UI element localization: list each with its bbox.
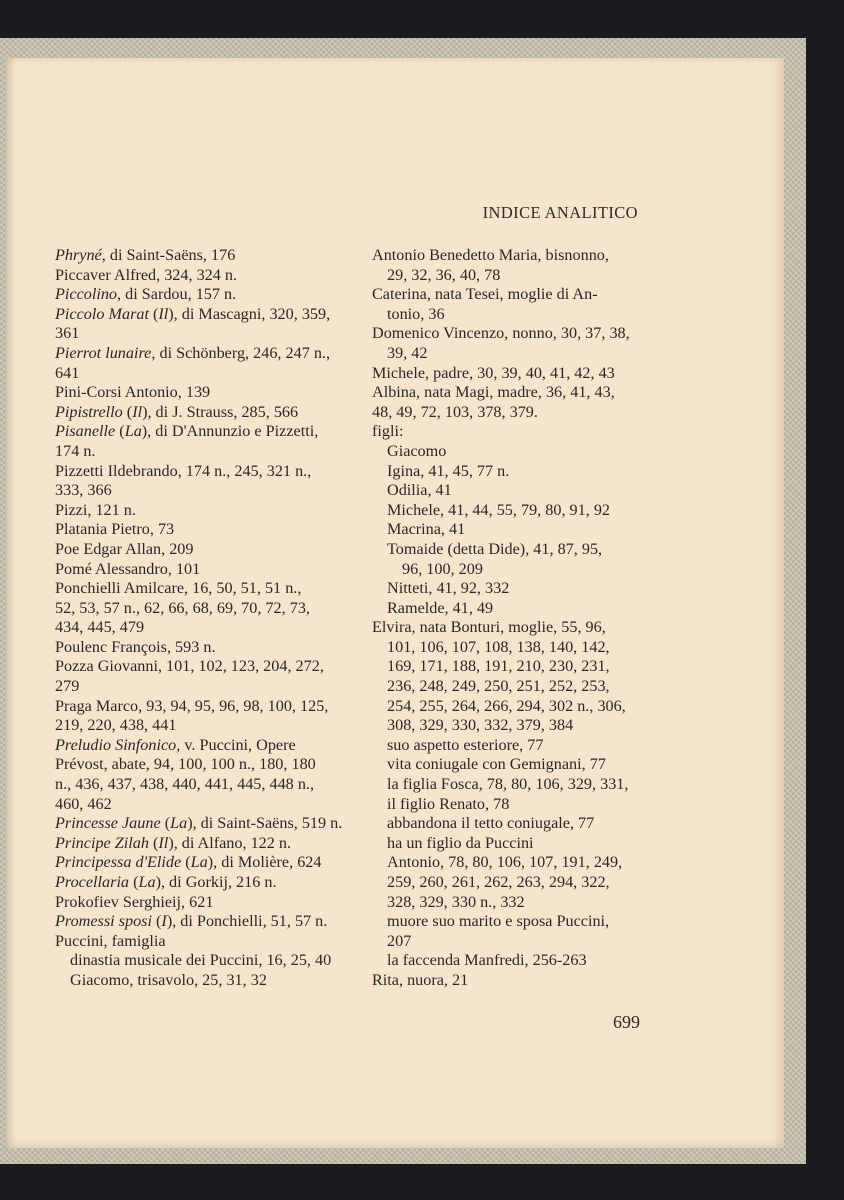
index-entry-title: Principe Zilah [55,833,149,852]
index-entry-title: Pierrot lunaire [55,343,152,362]
index-entry-text: ( [181,853,191,872]
index-entry-text: Prévost, abate, 94, 100, 100 n., 180, 180 [55,755,316,774]
index-entry-title: Il [132,402,143,421]
index-entry-line [55,403,345,423]
index-entry-line [372,834,644,854]
index-entry-text: 236, 248, 249, 250, 251, 252, 253, [387,677,610,696]
index-entry-line [372,618,644,638]
index-entry-text: Odilia, 41 [387,481,452,500]
index-entry-text: 333, 366 [55,481,112,500]
index-entry-line [372,951,644,971]
index-entry-text: Antonio Benedetto Maria, bisnonno, [372,246,609,264]
index-entry-line [372,853,644,873]
index-entry-title: Princesse Jaune [55,814,161,833]
index-entry-line [55,344,345,364]
index-entry-text: ha un figlio da Puccini [387,833,534,852]
index-entry-text: Macrina, 41 [387,520,466,539]
index-entry-line [372,736,644,756]
index-entry-text: 308, 329, 330, 332, 379, 384 [387,716,574,735]
index-entry-line [55,599,345,619]
index-entry-text: ), di Mascagni, 320, 359, [168,304,331,323]
index-entry-text: Michele, 41, 44, 55, 79, 80, 91, 92 [387,500,611,519]
index-entry-line [372,442,644,462]
index-entry-title: La [190,853,208,872]
index-entry-text: Poulenc François, 593 n. [55,637,216,656]
index-entry-text: Giacomo [387,441,447,460]
index-entry-line [55,442,345,462]
index-entry-line [372,657,644,677]
index-entry-text: tonio, 36 [387,304,445,323]
index-entry-title: La [170,814,188,833]
index-entry-text: Ponchielli Amilcare, 16, 50, 51, 51 n., [55,579,302,598]
index-entry-text: Puccini, famiglia [55,931,166,950]
index-entry-title: Promessi sposi [55,912,152,931]
index-entry-title: Principessa d'Elide [55,853,182,872]
index-entry-line [372,462,644,482]
index-entry-line [372,697,644,717]
index-entry-title: Phryné [55,246,102,264]
index-entry-line [55,657,345,677]
index-entry-line [55,422,345,442]
index-entry-text: 52, 53, 57 n., 62, 66, 68, 69, 70, 72, 73, [55,598,310,617]
page-gutter-shadow [6,58,16,1148]
index-entry-text: Pini-Corsi Antonio, 139 [55,383,211,402]
index-entry-line [372,755,644,775]
index-entry-text: la faccenda Manfredi, 256-263 [387,951,587,970]
index-entry-line [372,266,644,286]
index-entry-text: 48, 49, 72, 103, 378, 379. [372,402,538,421]
index-entry-text: Ramelde, 41, 49 [387,598,494,617]
index-entry-title: Pipistrello [55,402,123,421]
index-entry-text: Michele, padre, 30, 39, 40, 41, 42, 43 [372,363,615,382]
index-entry-text: dinastia musicale dei Puccini, 16, 25, 40 [70,951,332,970]
index-entry-line [55,795,345,815]
index-entry-line [55,951,345,971]
index-entry-line [55,462,345,482]
index-entry-text: Pozza Giovanni, 101, 102, 123, 204, 272, [55,657,324,676]
page-number: 699 [613,1012,640,1032]
index-entry-text: ), di Saint-Saëns, 519 n. [187,814,343,833]
index-entry-text: Albina, nata Magi, madre, 36, 41, 43, [372,383,615,402]
index-entry-text: Platania Pietro, 73 [55,520,175,539]
index-entry-line [55,579,345,599]
index-entry-text: 101, 106, 107, 108, 138, 140, 142, [387,637,610,656]
index-entry-title: Il [158,304,169,323]
index-entry-line [372,795,644,815]
index-entry-line [55,520,345,540]
index-entry-line [372,324,644,344]
index-entry-text: n., 436, 437, 438, 440, 441, 445, 448 n., [55,775,314,794]
index-entry-text: ( [151,912,162,931]
index-entry-line [55,266,345,286]
index-entry-line [55,814,345,834]
index-entry-line [55,971,345,991]
index-entry-line [55,246,345,266]
index-entry-text: Poe Edgar Allan, 209 [55,539,194,558]
index-entry-text: , di Schönberg, 246, 247 n., [151,343,331,362]
index-entry-line [55,932,345,952]
index-entry-text: muore suo marito e sposa Puccini, [387,912,610,931]
index-entry-text: 174 n. [55,441,96,460]
index-entry-text: Prokofiev Serghieij, 621 [55,892,214,911]
index-entry-line [372,638,644,658]
index-entry-line [372,599,644,619]
index-entry-text: Tomaide (detta Dide), 41, 87, 95, [387,539,603,558]
index-entry-line [55,834,345,854]
index-entry-line [372,364,644,384]
index-entry-title: La [124,422,142,441]
index-entry-text: ), di Gorkij, 216 n. [155,873,277,891]
index-entry-text: ), di D'Annunzio e Pizzetti, [141,422,319,441]
index-entry-line [55,324,345,344]
index-entry-text: Praga Marco, 93, 94, 95, 96, 98, 100, 125, [55,696,329,715]
index-entry-text: Domenico Vincenzo, nonno, 30, 37, 38, [372,324,630,343]
index-entry-title: Procellaria [55,873,130,891]
index-entry-text: Rita, nuora, 21 [372,970,469,989]
index-entry-line [372,383,644,403]
index-entry-line [372,775,644,795]
index-entry-line [372,873,644,893]
index-entry-text: Antonio, 78, 80, 106, 107, 191, 249, [387,853,623,872]
index-entry-text: ), di Molière, 624 [207,853,322,872]
index-entry-text: suo aspetto esteriore, 77 [387,735,544,754]
index-entry-line [372,246,644,266]
index-entry-title: Piccolino [55,285,118,304]
index-entry-line [55,755,345,775]
index-entry-line [372,481,644,501]
index-entry-text: figli: [372,422,404,441]
running-head: INDICE ANALITICO [482,203,638,222]
index-entry-text: vita coniugale con Gemignani, 77 [387,755,606,774]
index-entry-text: Pomé Alessandro, 101 [55,559,201,578]
index-entry-text: 219, 220, 438, 441 [55,716,177,735]
index-entry-title: Piccolo Marat [55,304,149,323]
index-entry-title: Preludio Sinfonico [55,735,177,754]
index-entry-text: ( [115,422,125,441]
index-entry-line [55,364,345,384]
index-entry-line [372,501,644,521]
index-entry-text: 207 [387,931,412,950]
index-entry-text: 169, 171, 188, 191, 210, 230, 231, [387,657,610,676]
index-entry-line [372,305,644,325]
index-entry-text: la figlia Fosca, 78, 80, 106, 329, 331, [387,775,629,794]
index-entry-line [55,638,345,658]
index-entry-text: ), di Alfano, 122 n. [168,833,292,852]
index-entry-line [55,912,345,932]
index-entry-line [55,501,345,521]
index-entry-text: Igina, 41, 45, 77 n. [387,461,510,480]
index-entry-line [55,893,345,913]
index-entry-text: ), di J. Strauss, 285, 566 [142,402,299,421]
index-entry-text: Pizzetti Ildebrando, 174 n., 245, 321 n., [55,461,312,480]
index-entry-line [372,403,644,423]
index-entry-text: ), di Ponchielli, 51, 57 n. [166,912,328,931]
index-entry-line [372,932,644,952]
index-entry-text: Pizzi, 121 n. [55,500,136,519]
index-entry-line [372,716,644,736]
index-entry-text: , di Sardou, 157 n. [117,285,237,304]
index-entry-text: ( [148,833,159,852]
index-entry-text: 254, 255, 264, 266, 294, 302 n., 306, [387,696,626,715]
index-entry-text: Nitteti, 41, 92, 332 [387,579,510,598]
index-entry-text: abbandona il tetto coniugale, 77 [387,814,595,833]
index-entry-text: , v. Puccini, Opere [176,735,296,754]
index-entry-line [55,677,345,697]
index-entry-line [372,971,644,991]
index-entry-line [55,540,345,560]
index-entry-text: 328, 329, 330 n., 332 [387,892,525,911]
index-entry-line [55,481,345,501]
index-entry-text: 361 [55,324,80,343]
index-column-right [372,246,644,991]
index-entry-title: Il [158,833,169,852]
index-entry-text: Elvira, nata Bonturi, moglie, 55, 96, [372,618,606,637]
index-entry-line [55,560,345,580]
index-entry-line [372,540,644,560]
index-entry-line [372,814,644,834]
index-entry-text: Piccaver Alfred, 324, 324 n. [55,265,238,284]
index-column-left [55,246,345,991]
index-entry-line [372,677,644,697]
index-entry-text: 460, 462 [55,794,112,813]
index-entry-line [372,893,644,913]
index-entry-title: La [138,873,156,891]
index-entry-line [372,344,644,364]
index-entry-text: Giacomo, trisavolo, 25, 31, 32 [70,970,267,989]
index-entry-line [372,520,644,540]
index-entry-text: ( [129,873,139,891]
index-entry-line [55,383,345,403]
index-entry-text: Caterina, nata Tesei, moglie di An- [372,285,598,304]
index-entry-line [372,285,644,305]
index-entry-text: 641 [55,363,80,382]
index-entry-text: 29, 32, 36, 40, 78 [387,265,501,284]
index-entry-line [55,285,345,305]
index-entry-text: , di Saint-Saëns, 176 [101,246,236,264]
index-entry-title: I [161,912,167,931]
index-entry-title: Pisanelle [55,422,116,441]
index-entry-line [55,716,345,736]
index-entry-text: ( [122,402,133,421]
index-entry-line [55,873,345,893]
index-entry-text: 259, 260, 261, 262, 263, 294, 322, [387,873,610,891]
index-entry-text: il figlio Renato, 78 [387,794,510,813]
index-entry-text: 96, 100, 209 [402,559,483,578]
index-entry-line [55,618,345,638]
index-entry-text: 434, 445, 479 [55,618,145,637]
index-entry-text: ( [148,304,159,323]
index-entry-line [372,560,644,580]
index-entry-line [55,736,345,756]
index-entry-line [55,775,345,795]
index-entry-line [372,422,644,442]
index-entry-line [55,305,345,325]
index-entry-line [55,697,345,717]
index-entry-text: 279 [55,677,80,696]
index-entry-line [372,912,644,932]
index-entry-text: ( [160,814,171,833]
index-entry-line [55,853,345,873]
index-entry-line [372,579,644,599]
index-entry-text: 39, 42 [387,343,428,362]
